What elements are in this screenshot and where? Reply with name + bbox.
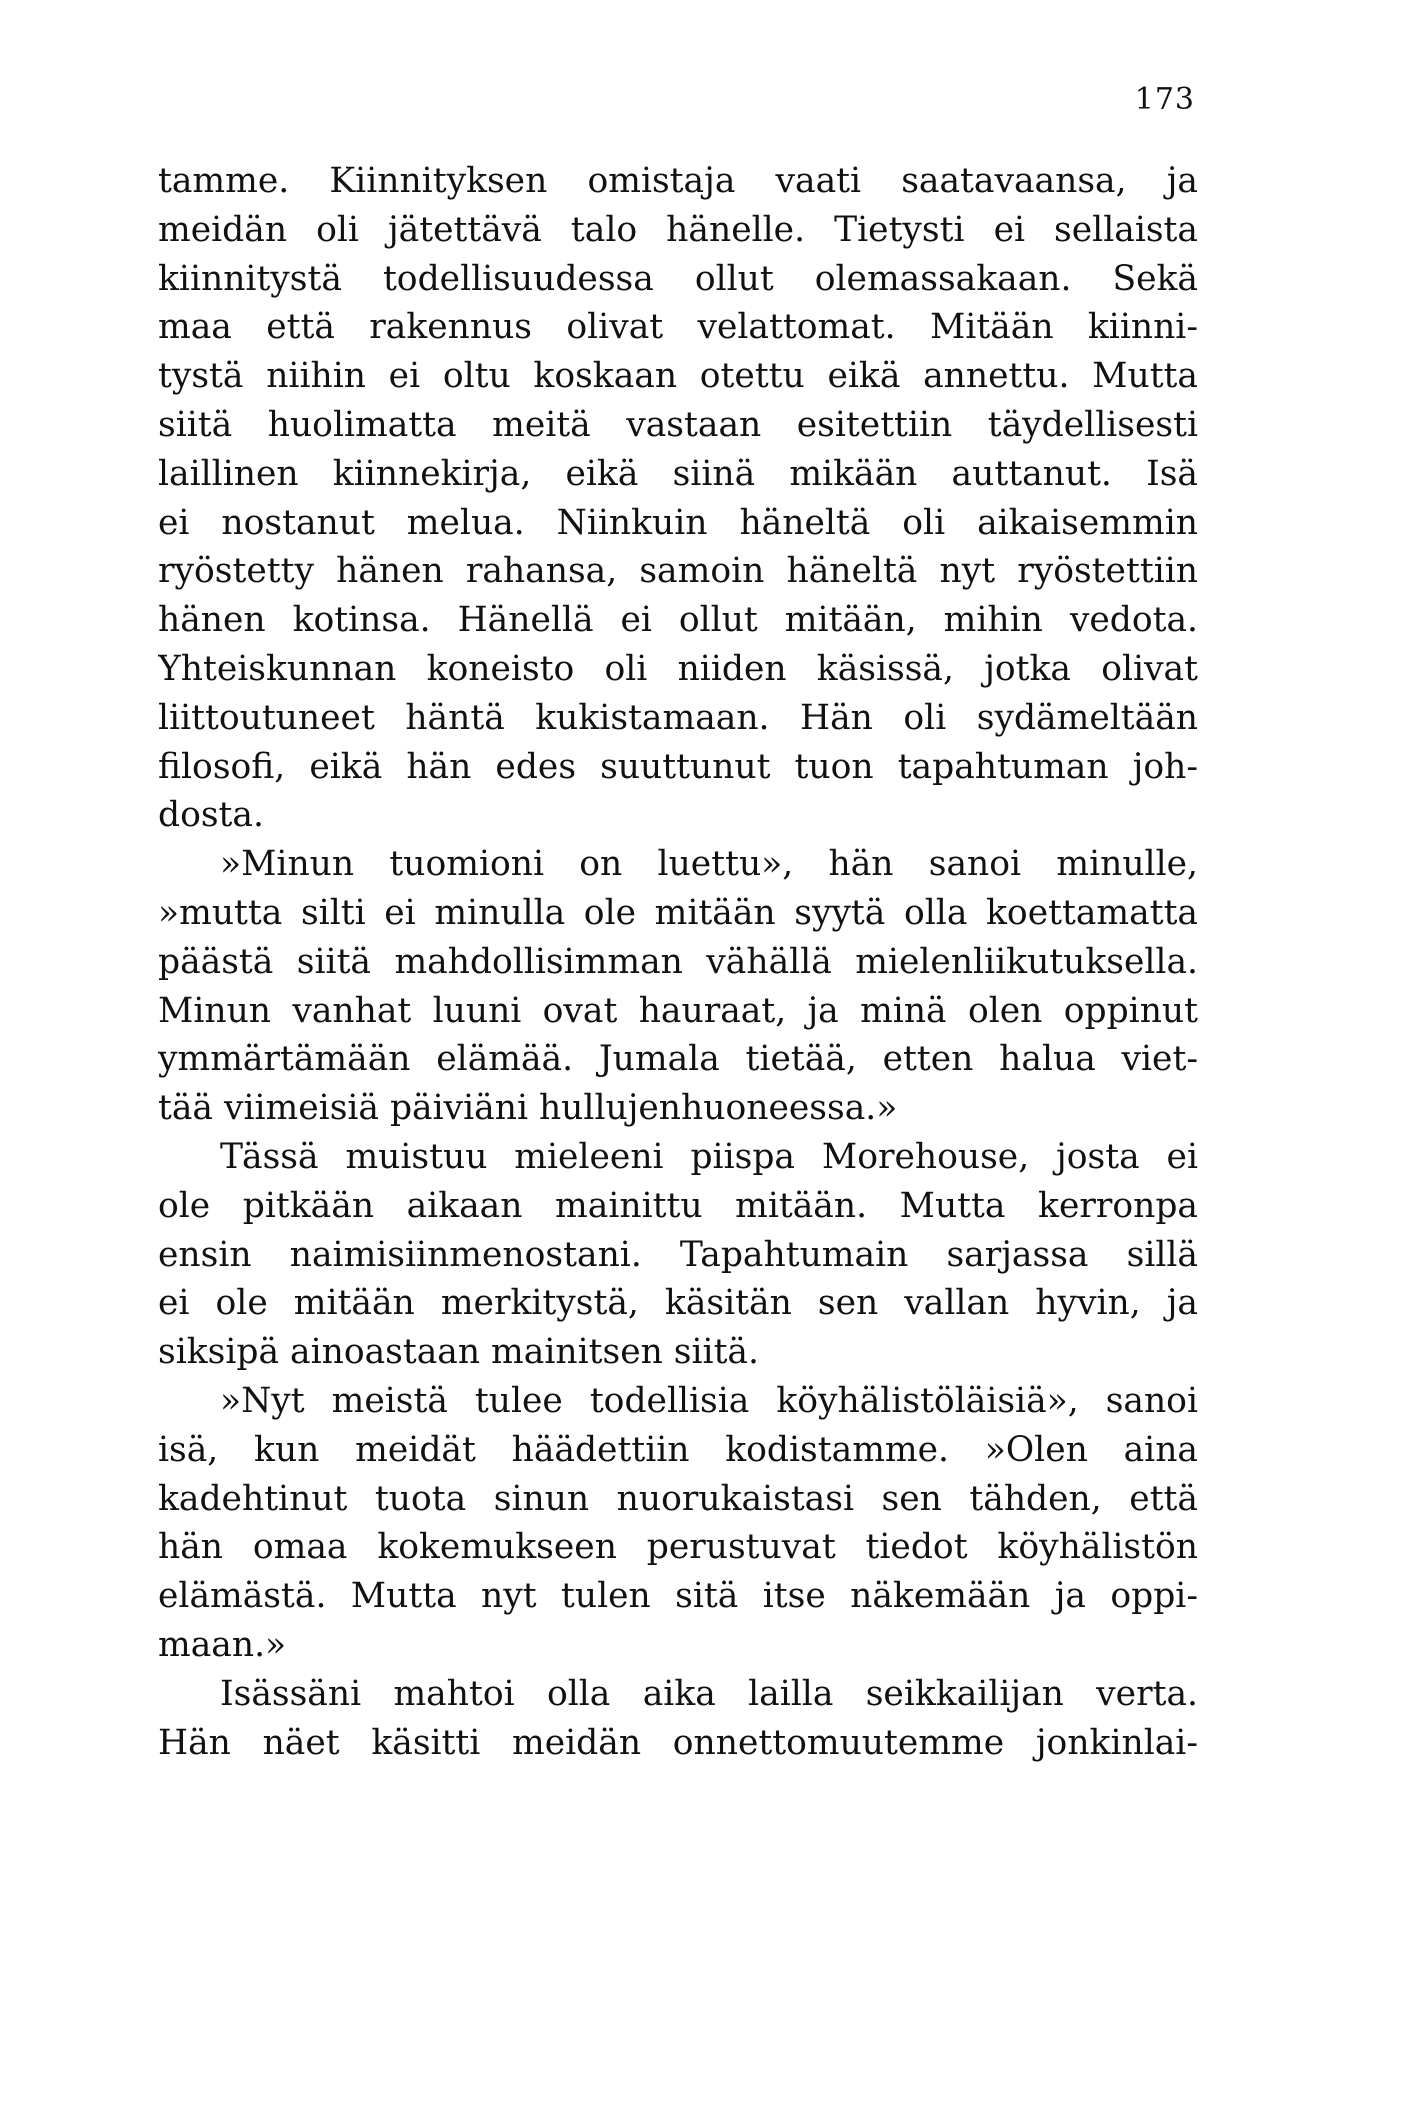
text-line: »Nyt meistä tulee todellisia köyhälistöläisiä», sanoi	[220, 1380, 1198, 1421]
text-line: tystä niihin ei oltu koskaan otettu eikä annettu. Mutta	[158, 356, 1198, 397]
text-line: kadehtinut tuota sinun nuorukaistasi sen tähden, että	[158, 1478, 1198, 1519]
text-line: Yhteiskunnan koneisto oli niiden käsissä, jotka olivat	[158, 648, 1198, 689]
text-line: laillinen kiinnekirja, eikä siinä mikään auttanut. Isä	[158, 453, 1198, 494]
text-line: liittoutuneet häntä kukistamaan. Hän oli sydämeltään	[158, 697, 1198, 738]
text-line: Tässä muistuu mieleeni piispa Morehouse, josta ei	[220, 1136, 1198, 1177]
text-line: ryöstetty hänen rahansa, samoin häneltä nyt ryöstettiin	[158, 551, 1198, 592]
text-line: isä, kun meidät häädettiin kodistamme. »Olen aina	[158, 1429, 1198, 1470]
text-line: filosofi, eikä hän edes suuttunut tuon tapahtuman joh-	[158, 746, 1198, 787]
page-number: 173	[1134, 82, 1195, 117]
text-line: Hän näet käsitti meidän onnettomuutemme jonkinlai-	[158, 1722, 1198, 1763]
text-line: tamme. Kiinnityksen omistaja vaati saatavaansa, ja	[158, 161, 1198, 201]
text-line: dosta.	[158, 795, 264, 836]
text-line: hänen kotinsa. Hänellä ei ollut mitään, mihin vedota.	[158, 600, 1198, 641]
text-line: Minun vanhat luuni ovat hauraat, ja minä olen oppinut	[158, 990, 1198, 1031]
text-line: Isässäni mahtoi olla aika lailla seikkailijan verta.	[220, 1673, 1198, 1714]
text-line: ymmärtämään elämää. Jumala tietää, etten halua viet-	[158, 1039, 1198, 1080]
text-line: hän omaa kokemukseen perustuvat tiedot köyhälistön	[158, 1527, 1198, 1568]
text-line: meidän oli jätettävä talo hänelle. Tietysti ei sellaista	[158, 209, 1198, 250]
text-line: siitä huolimatta meitä vastaan esitettiin täydellisesti	[158, 404, 1198, 445]
text-line: tää viimeisiä päiviäni hullujenhuoneessa.»	[158, 1088, 898, 1129]
text-line: »mutta silti ei minulla ole mitään syytä olla koettamatta	[158, 892, 1198, 933]
text-line: maan.»	[158, 1624, 287, 1665]
text-line: ei nostanut melua. Niinkuin häneltä oli aikaisemmin	[158, 502, 1198, 543]
text-line: maa että rakennus olivat velattomat. Mitään kiinni-	[158, 307, 1198, 348]
text-line: elämästä. Mutta nyt tulen sitä itse näkemään ja oppi-	[158, 1576, 1198, 1617]
text-line: »Minun tuomioni on luettu», hän sanoi minulle,	[220, 844, 1198, 885]
text-line: päästä siitä mahdollisimman vähällä mielenliikutuksella.	[158, 941, 1198, 982]
text-line: ei ole mitään merkitystä, käsitän sen vallan hyvin, ja	[158, 1283, 1198, 1324]
text-line: ensin naimisiinmenostani. Tapahtumain sarjassa sillä	[158, 1234, 1198, 1275]
text-line: ole pitkään aikaan mainittu mitään. Mutta kerronpa	[158, 1185, 1198, 1226]
body-text	[158, 157, 1198, 1767]
text-line: kiinnitystä todellisuudessa ollut olemassakaan. Sekä	[158, 258, 1198, 299]
text-line: siksipä ainoastaan mainitsen siitä.	[158, 1332, 759, 1373]
